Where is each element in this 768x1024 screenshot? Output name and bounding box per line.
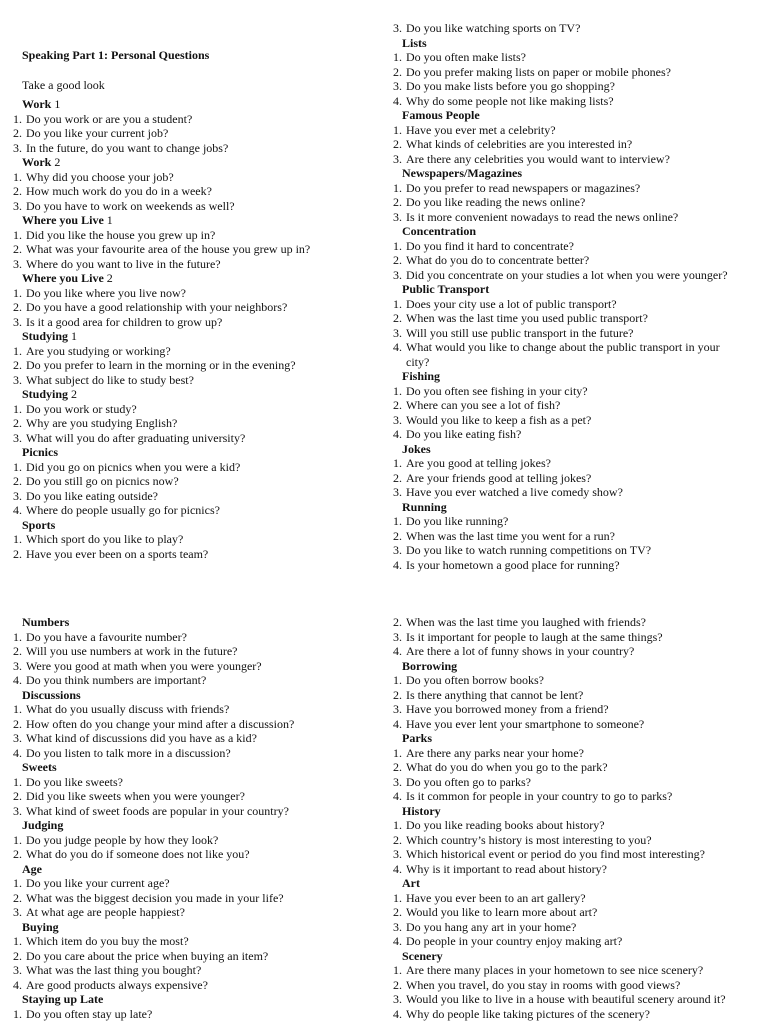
question-number: 3. [393,543,402,557]
question-text: Do you like running? [406,514,509,528]
question-text: Are you studying or working? [26,343,171,358]
question-text: Will you still use public transport in the future? [406,325,634,340]
question-number: 2. [13,184,22,198]
question-number: 2. [13,358,22,372]
question-number: 3. [393,267,402,282]
page-bottom-right-column [384,615,754,1024]
section-heading-label: Where you Live [22,271,104,285]
section-heading [402,108,480,122]
question-text: Is it common for people in your country to go to parks? [406,789,673,803]
section-heading [22,518,55,532]
question-text: Do you care about the price when buying an item? [26,948,269,963]
question-text: In the future, do you want to change jobs? [26,140,229,155]
question-number: 2. [393,470,402,485]
question-number: 2. [13,242,22,256]
section-heading-label: Buying [22,919,59,934]
question-text: Which sport do you like to play? [26,532,184,546]
question-number: 1. [13,934,22,948]
section-heading-label: Scenery [402,948,443,963]
question-text: Are there any celebrities you would want to interview? [406,151,670,166]
question-text: When was the last time you used public transport? [406,311,648,325]
question-number: 3. [393,151,402,166]
question-text: Do you still go on picnics now? [26,474,179,488]
section-heading-label: Public Transport [402,282,490,296]
question-text: Does your city use a lot of public transport? [406,296,617,311]
question-text: city? [406,354,430,369]
question-text: Were you good at math when you were younger? [26,658,262,673]
question-text: Why are you studying English? [26,416,178,430]
question-number: 3. [13,430,22,445]
question-text: Do you often make lists? [406,50,526,64]
question-number: 1. [13,532,22,546]
section-heading-number: 1 [54,97,61,111]
question-number: 2. [13,126,22,140]
question-number: 4. [393,1006,402,1021]
question-number: 3. [393,79,402,93]
question-number: 2. [393,137,402,151]
section-heading [402,949,443,963]
question-text: Will you use numbers at work in the future? [26,644,238,658]
question-text: What will you do after graduating university? [26,430,246,445]
question-number: 3. [393,702,402,716]
question-text: What kind of sweet foods are popular in your country? [26,803,289,818]
section-heading-number: 1 [106,213,113,227]
question-text: Do you prefer making lists on paper or mobile phones? [406,64,671,79]
question-number: 3. [393,919,402,934]
question-text: Do you often borrow books? [406,673,544,687]
question-number: 4. [393,789,402,803]
question-text: Have you ever been on a sports team? [26,546,209,561]
section-heading-label: Judging [22,818,64,832]
question-number: 2. [13,644,22,658]
question-number: 3. [393,847,402,861]
question-text: Have you ever watched a live comedy show? [406,485,623,499]
question-number: 1. [393,514,402,528]
section-heading-number: 2 [106,271,113,285]
question-number: 4. [393,644,402,658]
question-number: 2. [393,615,402,629]
section-heading [22,920,59,934]
question-number: 2. [13,474,22,488]
page-bottom-left-column [4,615,374,1024]
question-text: Did you like the house you grew up in? [26,227,216,242]
question-text: Is it a good area for children to grow up? [26,314,223,329]
question-text: Do people in your country enjoy making art? [406,934,623,948]
section-heading [22,213,113,227]
question-text: Have you ever met a celebrity? [406,122,556,137]
question-text: Do you like sweets? [26,774,123,789]
section-heading-label: Studying [22,387,69,401]
question-text: Have you ever lent your smartphone to someone? [406,716,645,731]
section-heading [22,329,77,343]
question-text: Do you like where you live now? [26,285,186,300]
section-heading-label: Famous People [402,108,480,122]
section-heading [402,442,431,456]
question-number: 2. [393,253,402,267]
question-text: What was your favourite area of the house you grew up in? [26,242,311,256]
question-text: Do you often go to parks? [406,774,531,789]
question-number: 2. [393,64,402,79]
section-heading-label: Running [402,499,447,514]
question-number: 1. [13,169,22,184]
section-heading [22,688,81,702]
section-heading-label: Sports [22,517,56,532]
question-number: 3. [13,140,22,155]
question-text: Do you like to watch running competitions on TV? [406,543,652,557]
section-heading-label: Newspapers/Magazines [402,166,522,180]
question-number: 3. [13,314,22,329]
question-text: Are there a lot of funny shows in your country? [406,644,635,658]
question-number: 3. [13,731,22,745]
section-heading-number: 2 [54,155,61,169]
section-heading [402,804,441,818]
section-heading [22,271,113,285]
question-text: Do you often stay up late? [26,1006,153,1021]
question-number: 1. [393,745,402,760]
section-heading-label: Art [402,876,420,890]
question-text: Would you like to keep a fish as a pet? [406,412,592,427]
question-number: 2. [393,398,402,412]
question-text: Do you prefer to learn in the morning or in the evening? [26,358,296,372]
question-number: 3. [13,198,22,213]
question-number: 4. [393,93,402,108]
question-text: What subject do like to study best? [26,372,194,387]
question-number: 3. [393,774,402,789]
question-text: Have you ever been to an art gallery? [406,890,586,905]
question-text: Have you borrowed money from a friend? [406,702,609,716]
section-heading-label: Numbers [22,615,70,629]
section-heading-label: Parks [402,731,432,745]
question-number: 4. [393,716,402,731]
question-number: 4. [13,977,22,992]
section-heading [402,282,489,296]
question-text: Do you like reading the news online? [406,195,586,209]
section-heading [22,615,69,629]
question-text: Why do people like taking pictures of the scenery? [406,1006,650,1021]
question-number: 1. [393,456,402,470]
question-number: 3. [13,803,22,818]
section-heading-label: Concentration [402,224,476,238]
question-number: 3. [393,209,402,224]
question-text: Did you concentrate on your studies a lot when you were younger? [406,267,728,282]
question-number: 1. [13,702,22,716]
question-number: 3. [393,992,402,1006]
question-text: Are there any parks near your home? [406,745,584,760]
section-heading [402,500,447,514]
question-number: 2. [13,716,22,731]
question-number: 4. [393,340,402,354]
question-number: 1. [13,285,22,300]
question-number: 1. [393,238,402,253]
section-heading-label: Fishing [402,369,441,383]
question-text: Do you like watching sports on TV? [406,21,581,35]
question-number: 2. [393,832,402,847]
section-heading-number: 1 [71,329,78,343]
question-text: Do you like your current job? [26,126,169,140]
section-heading [22,992,103,1006]
question-text: Are your friends good at telling jokes? [406,470,592,485]
question-number: 4. [13,503,22,517]
question-text: Is it important for people to laugh at the same things? [406,629,663,644]
question-number: 2. [393,311,402,325]
question-text: What was the biggest decision you made in your life? [26,890,284,905]
question-number: 2. [13,948,22,963]
question-text: Do you work or study? [26,401,137,416]
question-number: 1. [13,401,22,416]
question-text: Where do people usually go for picnics? [26,503,220,517]
question-number: 2. [13,789,22,803]
question-number: 2. [393,195,402,209]
question-number: 1. [393,122,402,137]
question-number: 3. [393,325,402,340]
section-heading [402,369,440,383]
question-number: 1. [13,343,22,358]
question-number: 2. [393,977,402,992]
question-number: 3. [393,629,402,644]
section-heading [22,387,77,401]
section-heading-label: Where you Live [22,213,104,227]
section-heading-label: Work [22,155,52,169]
question-text: Do you have a good relationship with your neighbors? [26,300,288,314]
question-number: 3. [393,21,402,35]
question-number: 1. [13,832,22,847]
section-heading-label: Studying [22,329,69,343]
question-number: 2. [13,416,22,430]
question-number: 2. [393,687,402,702]
question-text: Which historical event or period do you find most interesting? [406,847,705,861]
question-text: What do you usually discuss with friends? [26,702,230,716]
page-top-left-column [4,48,374,578]
section-heading-label: History [402,803,441,818]
question-text: Do you have a favourite number? [26,629,187,644]
question-number: 1. [13,227,22,242]
section-heading [22,445,58,459]
question-text: Are there many places in your hometown to see nice scenery? [406,963,704,977]
question-number: 1. [393,818,402,832]
question-text: Did you go on picnics when you were a kid? [26,459,241,474]
question-number: 1. [393,383,402,398]
question-number: 2. [13,546,22,561]
question-text: How often do you change your mind after a discussion? [26,716,295,731]
section-heading [402,876,420,890]
question-number: 1. [13,459,22,474]
section-heading-label: Staying up Late [22,992,104,1006]
question-number: 3. [13,488,22,503]
question-number: 1. [393,180,402,195]
document-title: Speaking Part 1: Personal Questions [22,48,210,62]
question-text: Do you like eating outside? [26,488,158,503]
question-number: 1. [393,673,402,687]
section-heading [402,166,522,180]
question-text: What would you like to change about the public transport in your [406,340,720,354]
section-heading [402,659,457,673]
question-number: 4. [393,934,402,948]
section-heading [22,818,63,832]
question-text: When you travel, do you stay in rooms with good views? [406,977,681,992]
question-number: 3. [13,905,22,919]
question-text: Are you good at telling jokes? [406,456,551,470]
section-heading [402,731,432,745]
section-heading [22,862,42,876]
question-text: Why did you choose your job? [26,169,174,184]
page-top-right-column [384,21,754,581]
question-number: 3. [13,256,22,271]
question-text: What kind of discussions did you have as a kid? [26,731,257,745]
question-text: Do you like reading books about history? [406,818,605,832]
section-heading [402,224,476,238]
question-number: 3. [13,372,22,387]
question-text: Where do you want to live in the future? [26,256,221,271]
question-text: Where can you see a lot of fish? [406,398,561,412]
section-heading-label: Work [22,97,52,111]
section-heading-label: Sweets [22,760,57,774]
question-text: Would you like to live in a house with beautiful scenery around it? [406,992,726,1006]
question-number: 1. [13,111,22,126]
section-heading-label: Jokes [402,441,431,456]
section-heading-label: Borrowing [402,658,458,673]
question-number: 3. [13,963,22,977]
question-text: When was the last time you laughed with friends? [406,615,646,629]
question-number: 1. [13,1006,22,1021]
question-text: Would you like to learn more about art? [406,905,598,919]
question-number: 1. [13,774,22,789]
question-text: Do you prefer to read newspapers or magazines? [406,180,641,195]
question-text: Do you judge people by how they look? [26,832,219,847]
question-number: 4. [393,557,402,572]
question-number: 4. [13,745,22,760]
question-text: What was the last thing you bought? [26,963,202,977]
question-text: Which item do you buy the most? [26,934,189,948]
question-text: Do you find it hard to concentrate? [406,238,574,253]
question-text: Are good products always expensive? [26,977,208,992]
question-number: 1. [13,876,22,890]
question-text: Is it more convenient nowadays to read the news online? [406,209,679,224]
section-heading [22,155,60,169]
question-number: 2. [13,847,22,861]
section-heading [22,760,57,774]
question-text: Do you have to work on weekends as well? [26,198,235,213]
question-text: Do you often see fishing in your city? [406,383,588,398]
question-text: Do you listen to talk more in a discussion? [26,745,231,760]
question-text: At what age are people happiest? [26,905,185,919]
question-text: What do you do when you go to the park? [406,760,608,774]
question-text: Why is it important to read about history? [406,861,607,876]
question-number: 2. [393,760,402,774]
section-heading-label: Picnics [22,445,58,459]
question-text: Do you like eating fish? [406,427,522,441]
question-text: Do you work or are you a student? [26,111,193,126]
question-text: Which country’s history is most interesting to you? [406,832,652,847]
question-number: 1. [393,296,402,311]
question-number: 4. [13,673,22,687]
question-text: Is your hometown a good place for running? [406,557,620,572]
question-text: Did you like sweets when you were younger? [26,789,245,803]
question-text: Do you like your current age? [26,876,170,890]
question-number: 1. [13,629,22,644]
question-text: Why do some people not like making lists? [406,93,614,108]
question-text: When was the last time you went for a run? [406,528,615,543]
question-number: 1. [393,963,402,977]
question-number: 1. [393,890,402,905]
question-number: 3. [393,485,402,499]
question-text: What kinds of celebrities are you interested in? [406,137,633,151]
question-text: How much work do you do in a week? [26,184,212,198]
question-number: 1. [393,50,402,64]
question-text: Do you make lists before you go shopping? [406,79,615,93]
question-text: What do you do if someone does not like you? [26,847,250,861]
section-heading [402,36,427,50]
section-heading-number: 2 [71,387,78,401]
question-number: 2. [393,528,402,543]
question-number: 2. [13,890,22,905]
question-number: 4. [393,427,402,441]
question-number: 2. [13,300,22,314]
question-number: 2. [393,905,402,919]
question-number: 3. [13,658,22,673]
section-heading [22,97,60,111]
section-heading-label: Lists [402,35,427,50]
section-heading-label: Age [22,861,42,876]
page-bottom [0,600,768,1024]
question-text: Do you think numbers are important? [26,673,207,687]
question-number: 3. [393,412,402,427]
question-text: Do you hang any art in your home? [406,919,577,934]
question-number: 4. [393,861,402,876]
question-text: What do you do to concentrate better? [406,253,590,267]
intro-text: Take a good look [22,77,105,92]
question-text: Is there anything that cannot be lent? [406,687,584,702]
section-heading-label: Discussions [22,687,81,702]
